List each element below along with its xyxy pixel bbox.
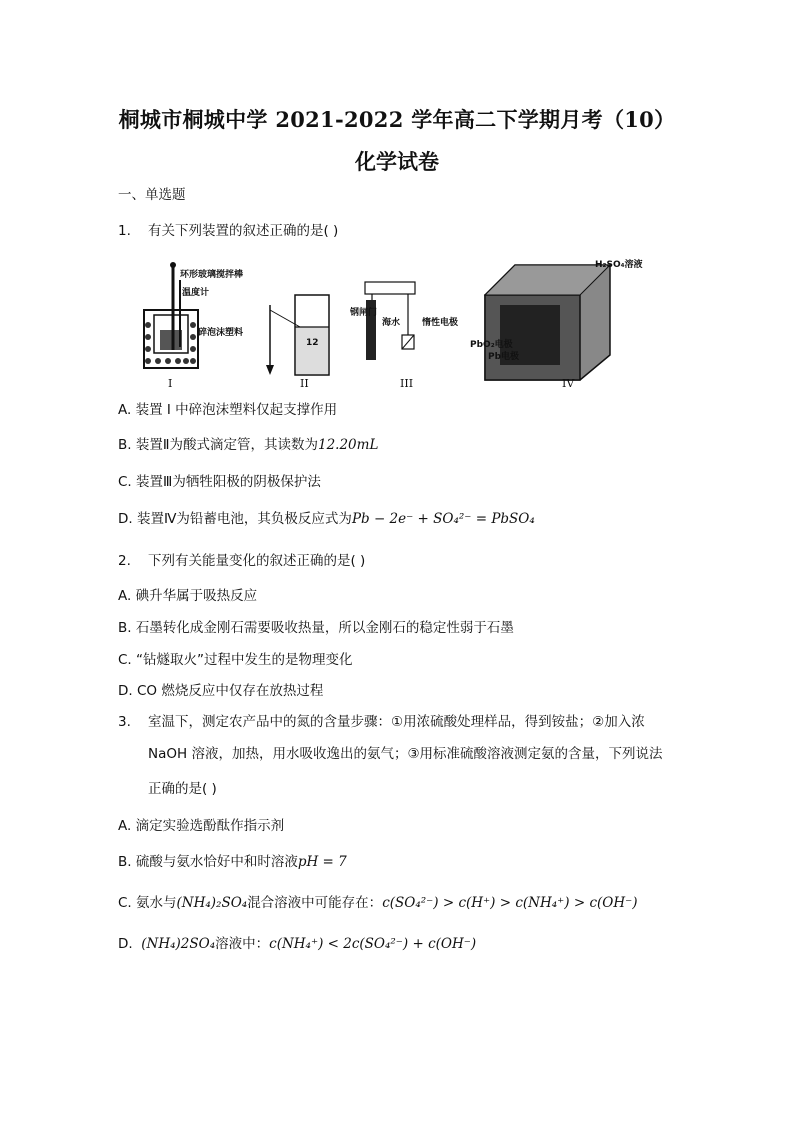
q1-option-b-math: 12.20mL — [318, 437, 379, 453]
q1-apparatus-figure — [140, 255, 660, 395]
q3-option-b — [118, 853, 347, 871]
page-subtitle: 化学试卷 — [355, 149, 439, 174]
q3-option-d-math2: c(NH₄⁺) < 2c(SO₄²⁻) + c(OH⁻) — [269, 936, 477, 952]
numeral-i: I — [168, 377, 173, 390]
figure-burette — [266, 295, 329, 390]
q3-option-c-math1: (NH₄)₂SO₄ — [176, 895, 248, 911]
q3-option-b-text: B. 硫酸与氨水恰好中和时溶液 — [118, 854, 298, 870]
figure-protection — [349, 282, 458, 390]
q2-stem: 下列有关能量变化的叙述正确的是( ) — [148, 553, 366, 569]
label-steel-gate: 钢闸门 — [350, 308, 378, 318]
figure-calorimeter — [144, 262, 243, 390]
q2-option-b: B. 石墨转化成金刚石需要吸收热量，所以金刚石的稳定性弱于石墨 — [118, 620, 514, 636]
q3-stem-line3: 正确的是( ) — [148, 781, 217, 797]
q3-option-d-math1: (NH₄)2SO₄ — [141, 936, 216, 952]
figure-battery — [470, 258, 643, 390]
q1-option-d — [118, 510, 535, 528]
q1-option-d-text: D. 装置Ⅳ为铅蓄电池，其负极反应式为 — [118, 511, 352, 527]
numeral-iv: IV — [562, 377, 575, 390]
label-h2so4: H₂SO₄溶液 — [595, 260, 643, 270]
numeral-iii: III — [400, 377, 414, 390]
page-title: 桐城市桐城中学 2021-2022 学年高二下学期月考（10） — [118, 107, 676, 132]
section-heading: 一、单选题 — [118, 187, 186, 203]
label-pbo2: PbO₂电极 — [470, 340, 513, 350]
q3-option-c-text: C. 氨水与 — [118, 895, 177, 911]
numeral-ii: II — [300, 377, 309, 390]
q3-option-a: A. 滴定实验选酚酞作指示剂 — [118, 818, 285, 834]
q3-number: 3. — [118, 714, 131, 730]
q1-option-b-text: B. 装置Ⅱ为酸式滴定管，其读数为 — [118, 437, 318, 453]
q3-stem-line1: 室温下，测定农产品中的氮的含量步骤：①用浓硫酸处理样品，得到铵盐；②加入浓 — [148, 714, 645, 730]
q2-option-a: A. 碘升华属于吸热反应 — [118, 588, 258, 604]
q1-option-a: A. 装置 I 中碎泡沫塑料仅起支撑作用 — [118, 402, 338, 418]
label-thermometer: 温度计 — [182, 288, 210, 298]
q3-option-c-math2: c(SO₄²⁻) > c(H⁺) > c(NH₄⁺) > c(OH⁻) — [382, 895, 638, 911]
q3-option-d — [118, 935, 476, 953]
q1-option-c: C. 装置Ⅲ为牺牲阳极的阴极保护法 — [118, 474, 321, 490]
q1-option-b — [118, 436, 378, 454]
q2-number: 2. — [118, 553, 131, 569]
q3-stem-line2: NaOH 溶液，加热，用水吸收逸出的氨气；③用标准硫酸溶液测定氨的含量，下列说法 — [148, 746, 663, 762]
q3-option-d-prefix: D. — [118, 936, 142, 952]
q1-stem: 有关下列装置的叙述正确的是( ) — [148, 223, 339, 239]
q3-option-c-mid: 混合溶液中可能存在： — [247, 895, 383, 911]
label-seawater: 海水 — [382, 318, 401, 328]
q2-option-c: C. “钻燧取火”过程中发生的是物理变化 — [118, 652, 353, 668]
q3-option-d-mid: 溶液中： — [215, 936, 270, 952]
label-pb: Pb电极 — [488, 352, 520, 362]
apparatus-diagram — [140, 255, 660, 395]
q1-number: 1. — [118, 223, 131, 239]
burette-reading: 12 — [306, 338, 319, 348]
q1-option-d-math: Pb − 2e⁻ + SO₄²⁻ = PbSO₄ — [351, 511, 535, 527]
q2-option-d: D. CO 燃烧反应中仅存在放热过程 — [118, 683, 324, 699]
q3-option-c — [118, 894, 638, 912]
label-inert-electrode: 惰性电极 — [422, 318, 459, 328]
label-stirrer: 环形玻璃搅拌棒 — [180, 270, 244, 280]
q3-option-b-math: pH = 7 — [297, 854, 347, 870]
label-foam: 碎泡沫塑料 — [198, 328, 244, 338]
